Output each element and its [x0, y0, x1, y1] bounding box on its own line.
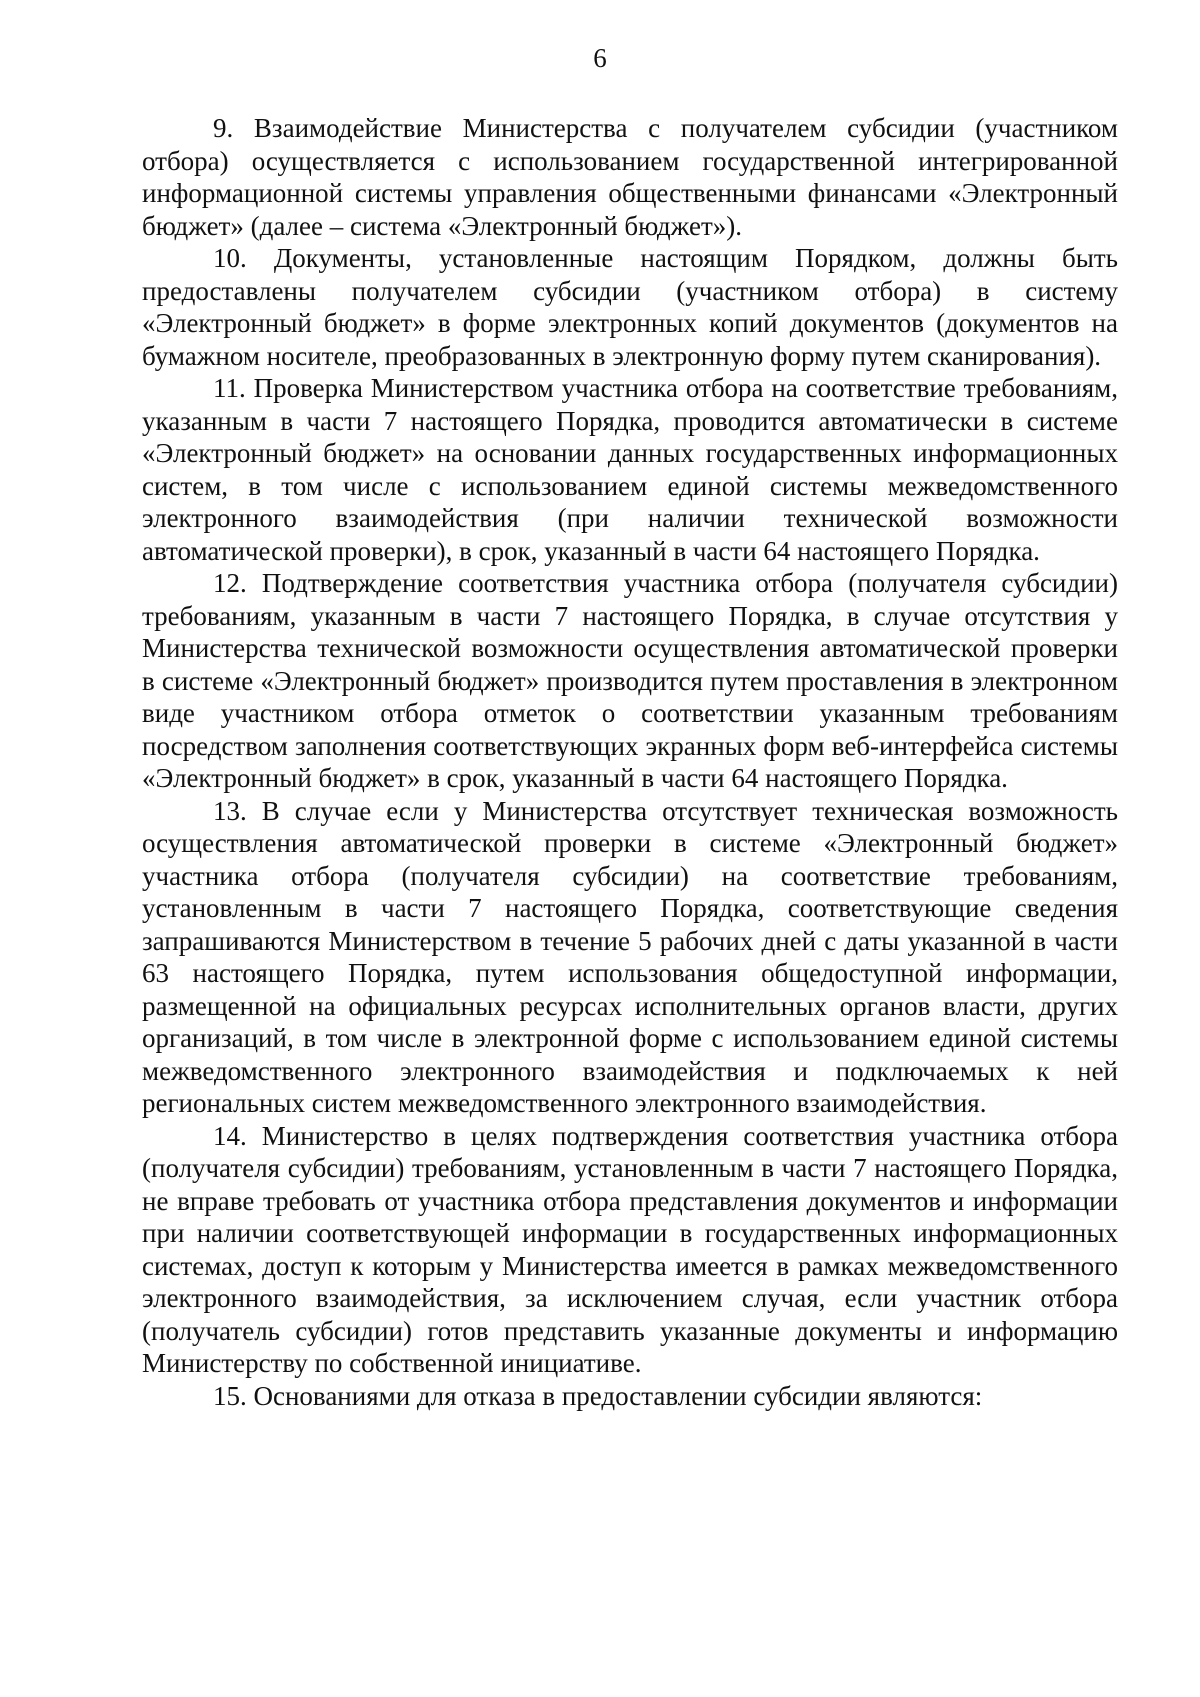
- paragraph-12: 12. Подтверждение соответствия участника отбора (получателя субсидии) требованиям, указанным в части 7 настоящего Порядка, в случае отсутствия у Министерства технической возможности осуществления автоматической проверки в системе «Электронный бюджет» производится путем проставления в электронном виде участником отбора отметок о соответствии указанным требованиям посредством заполнения соответствующих экранных форм веб-интерфейса системы «Электронный бюджет» в срок, указанный в части 64 настоящего Порядка.: [142, 568, 1118, 793]
- paragraph-13: 13. В случае если у Министерства отсутствует техническая возможность осуществления автоматической проверки в системе «Электронный бюджет» участника отбора (получателя субсидии) на соответствие требованиям, установленным в части 7 настоящего Порядка, соответствующие сведения запрашиваются Министерством в течение 5 рабочих дней с даты указанной в части 63 настоящего Порядка, путем использования общедоступной информации, размещенной на официальных ресурсах исполнительных органов власти, других организаций, в том числе в электронной форме с использованием единой системы межведомственного электронного взаимодействия и подключаемых к ней региональных систем межведомственного электронного взаимодействия.: [142, 795, 1118, 1118]
- paragraph-9: 9. Взаимодействие Министерства с получателем субсидии (участником отбора) осуществляется с использованием государственной интегрированной информационной системы управления общественными финансами «Электронный бюджет» (далее – система «Электронный бюджет»).: [142, 113, 1118, 241]
- paragraph-14: 14. Министерство в целях подтверждения соответствия участника отбора (получателя субсидии) требованиям, установленным в части 7 настоящего Порядка, не вправе требовать от участника отбора представления документов и информации при наличии соответствующей информации в государственных информационных системах, доступ к которым у Министерства имеется в рамках межведомственного электронного взаимодействия, за исключением случая, если участник отбора (получатель субсидии) готов представить указанные документы и информацию Министерству по собственной инициативе.: [142, 1120, 1118, 1378]
- paragraph-15: 15. Основаниями для отказа в предоставлении субсидии являются:: [213, 1380, 983, 1411]
- document-body: [142, 112, 1118, 1412]
- paragraph-11: 11. Проверка Министерством участника отбора на соответствие требованиям, указанным в части 7 настоящего Порядка, проводится автоматически в системе «Электронный бюджет» на основании данных государственных информационных систем, в том числе с использованием единой системы межведомственного электронного взаимодействия (при наличии технической возможности автоматической проверки), в срок, указанный в части 64 настоящего Порядка.: [142, 373, 1118, 566]
- paragraph-10: 10. Документы, установленные настоящим Порядком, должны быть предоставлены получателем субсидии (участником отбора) в систему «Электронный бюджет» в форме электронных копий документов (документов на бумажном носителе, преобразованных в электронную форму путем сканирования).: [142, 243, 1118, 371]
- page-number: 6: [593, 43, 607, 73]
